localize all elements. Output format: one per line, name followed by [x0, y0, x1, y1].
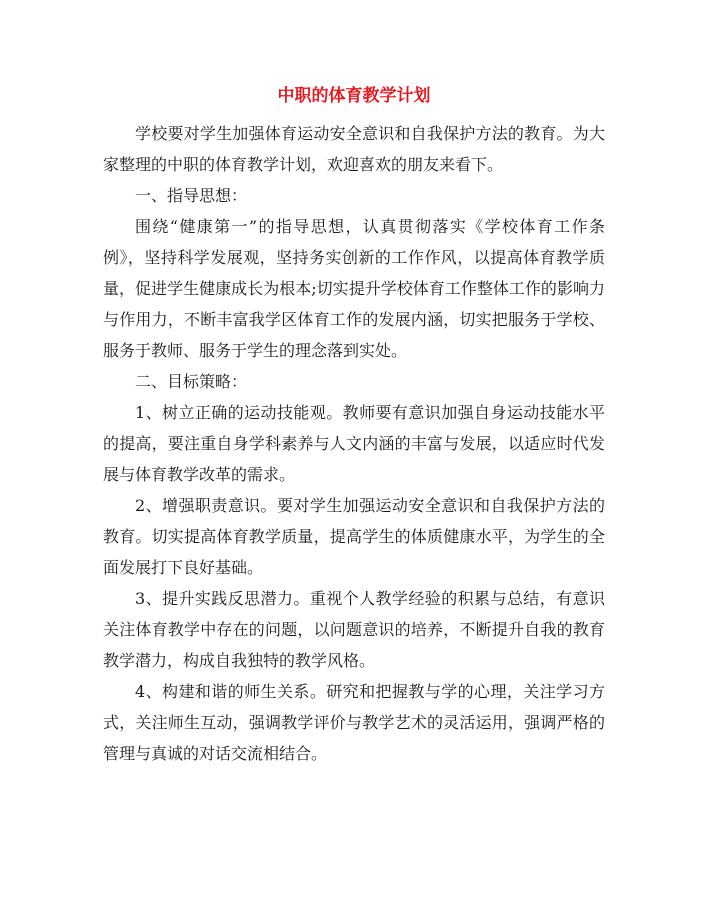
strategy-item-4: 4、构建和谐的师生关系。研究和把握教与学的心理，关注学习方式，关注师生互动，强调教学评价与教学艺术的灵活运用，强调严格的管理与真诚的对话交流相结合。 [103, 682, 605, 763]
intro-paragraph: 学校要对学生加强体育运动安全意识和自我保护方法的教育。为大家整理的中职的体育教学计划，欢迎喜欢的朋友来看下。 [103, 124, 605, 174]
section-body-guiding-ideology: 围绕“健康第一”的指导思想，认真贯彻落实《学校体育工作条例》，坚持科学发展观，坚持务实创新的工作作风，以提高体育教学质量，促进学生健康成长为根本;切实提升学校体育工作整体工作的影响力与作用力，不断丰富我学区体育工作的发展内涵，切实把服务于学校、服务于教师、服务于学生的理念落到实处。 [103, 217, 605, 360]
section-heading-goal-strategy: 二、目标策略： [135, 372, 248, 391]
document-page [103, 84, 605, 769]
page-title: 中职的体育教学计划 [277, 86, 431, 106]
section-heading-guiding-ideology: 一、指导思想： [135, 186, 248, 205]
strategy-item-1: 1、树立正确的运动技能观。教师要有意识加强自身运动技能水平的提高，要注重自身学科素养与人文内涵的丰富与发展，以适应时代发展与体育教学改革的需求。 [103, 403, 605, 484]
strategy-item-2: 2、增强职责意识。要对学生加强运动安全意识和自我保护方法的教育。切实提高体育教学质量，提高学生的体质健康水平，为学生的全面发展打下良好基础。 [103, 496, 605, 577]
strategy-item-3: 3、提升实践反思潜力。重视个人教学经验的积累与总结，有意识关注体育教学中存在的问题，以问题意识的培养，不断提升自我的教育教学潜力，构成自我独特的教学风格。 [103, 589, 605, 670]
